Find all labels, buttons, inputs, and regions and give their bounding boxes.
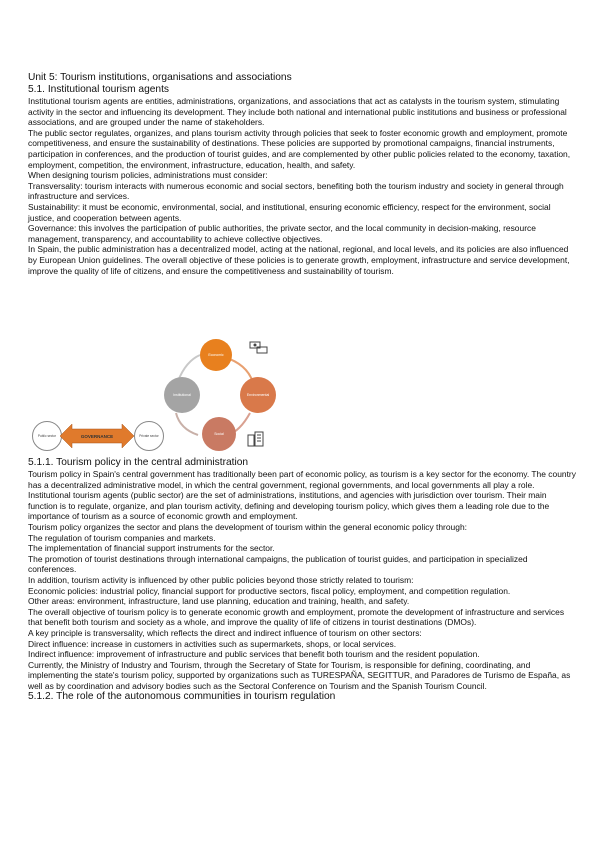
- buildings-icon: [246, 431, 266, 447]
- paragraph: In addition, tourism activity is influenced by other public policies beyond those strictly related to tourism:: [28, 574, 414, 585]
- private-sector-circle: [134, 421, 164, 451]
- subsection-title: 5.1.1. Tourism policy in the central administration: [28, 457, 249, 468]
- paragraph: Other areas: environment, infrastructure, land use planning, education and training, health, and safety.: [28, 596, 410, 607]
- paragraph: The implementation of financial support instruments for the sector.: [28, 543, 275, 554]
- paragraph: Tourism policy in Spain's central government has traditionally been part of economic policy, as tourism is a key sector for the economy. The country has a decentralized administrative model, in which the central government, regional governments, and local governments all play a role.: [28, 469, 576, 490]
- private-sector-label: Private sector: [139, 434, 159, 438]
- subsection-title: 5.1.2. The role of the autonomous communities in tourism regulation: [28, 691, 336, 703]
- paragraph: Institutional tourism agents are entities, administrations, organizations, and associations that act as catalysts in the tourism system, stimulating activity in the sector and influencing its development. They include both national and international public institutions and business or professional associations, and are grouped under the name of stakeholders.: [28, 96, 567, 128]
- text-block-lower: [28, 457, 576, 703]
- sustainability-governance-figure: [28, 335, 278, 451]
- node-institutional-label: Institutional: [173, 393, 191, 397]
- paragraph: Currently, the Ministry of Industry and Tourism, through the Secretary of State for Tourism, is responsible for defining, coordinating, and implementing the state's tourism policy, supported by organizations such as TURESPAÑA, SEGITTUR, and Paradores de Turismo de España, as well as by coordination and advisory bodies such as the Sectoral Conference on Tourism and the Spanish Tourism Council.: [28, 659, 571, 691]
- governance-label: GOVERNANCE: [80, 434, 114, 439]
- node-environmental: [240, 377, 276, 413]
- node-environmental-label: Environmental: [246, 393, 270, 397]
- money-icon: [248, 339, 270, 355]
- paragraph: Indirect influence: improvement of infrastructure and public services that benefit both tourism and the resident population.: [28, 649, 480, 660]
- node-economic: [200, 339, 232, 371]
- node-economic-label: Economic: [208, 353, 224, 357]
- paragraph: A key principle is transversality, which reflects the direct and indirect influence of tourism on other sectors:: [28, 627, 422, 638]
- paragraph: The regulation of tourism companies and markets.: [28, 532, 216, 543]
- text-block-upper: [28, 72, 576, 276]
- paragraph: Economic policies: industrial policy, financial support for productive sectors, fiscal policy, employment, and competition regulation.: [28, 585, 511, 596]
- paragraph: Sustainability: it must be economic, environmental, social, and institutional, ensuring economic efficiency, respect for the environment, social justice, and cooperation between agents.: [28, 201, 551, 223]
- public-sector-circle: [32, 421, 62, 451]
- paragraph: Transversality: tourism interacts with numerous economic and social sectors, benefiting both the tourism industry and society in general through infrastructure and services.: [28, 180, 564, 202]
- node-social: [202, 417, 236, 451]
- governance-arrow: [60, 423, 134, 449]
- paragraph: The promotion of tourist destinations through international campaigns, the publication of tourist guides, and participation in specialized conferences.: [28, 553, 528, 575]
- node-institutional: [164, 377, 200, 413]
- public-sector-label: Public sector: [37, 434, 57, 438]
- paragraph: Governance: this involves the participation of public authorities, the private sector, and the local community in decision-making, resource management, transparency, and accountability to achieve collective objectives.: [28, 223, 536, 244]
- section-title: 5.1. Institutional tourism agents: [28, 84, 170, 95]
- paragraph: Tourism policy organizes the sector and plans the development of tourism within the general economic policy through:: [28, 521, 467, 532]
- paragraph: Institutional tourism agents (public sector) are the set of administrations, institutions, and agencies with jurisdiction over tourism. Their main function is to regulate, organize, and plan tourism activity, defining and developing tourism policy, which gives them a leading role due to the importance of tourism as a source of economic growth and employment.: [28, 490, 550, 522]
- paragraph: In Spain, the public administration has a decentralized model, acting at the national, regional, and local levels, and its policies are also influenced by European Union guidelines. The overall objective of these policies is to generate growth, employment, infrastructure and service development, improve the quality of life of citizens, and ensure the competitiveness and sustainability of tourism.: [28, 244, 570, 276]
- node-social-label: Social: [214, 432, 224, 436]
- unit-title: Unit 5: Tourism institutions, organisations and associations: [28, 72, 292, 83]
- paragraph: When designing tourism policies, administrations must consider:: [28, 170, 268, 181]
- paragraph: The overall objective of tourism policy is to generate economic growth and employment, promote the development of infrastructure and services that benefit both tourism and society as a whole, and improve the quality of life of citizens in tourist destinations (DMOs).: [28, 606, 565, 628]
- paragraph: Direct influence: increase in customers in activities such as supermarkets, shops, or local services.: [28, 638, 397, 649]
- paragraph: The public sector regulates, organizes, and plans tourism activity through policies that seek to foster economic growth and employment, promote competitiveness, and ensure the sustainability of destinations. These policies are supported by promotional campaigns, financial instruments, participation in conferences, and the production of tourist guides, and are complemented by other public policies related to the economy, taxation, employment, competition, the environment, infrastructure, education, health, and safety.: [28, 127, 571, 170]
